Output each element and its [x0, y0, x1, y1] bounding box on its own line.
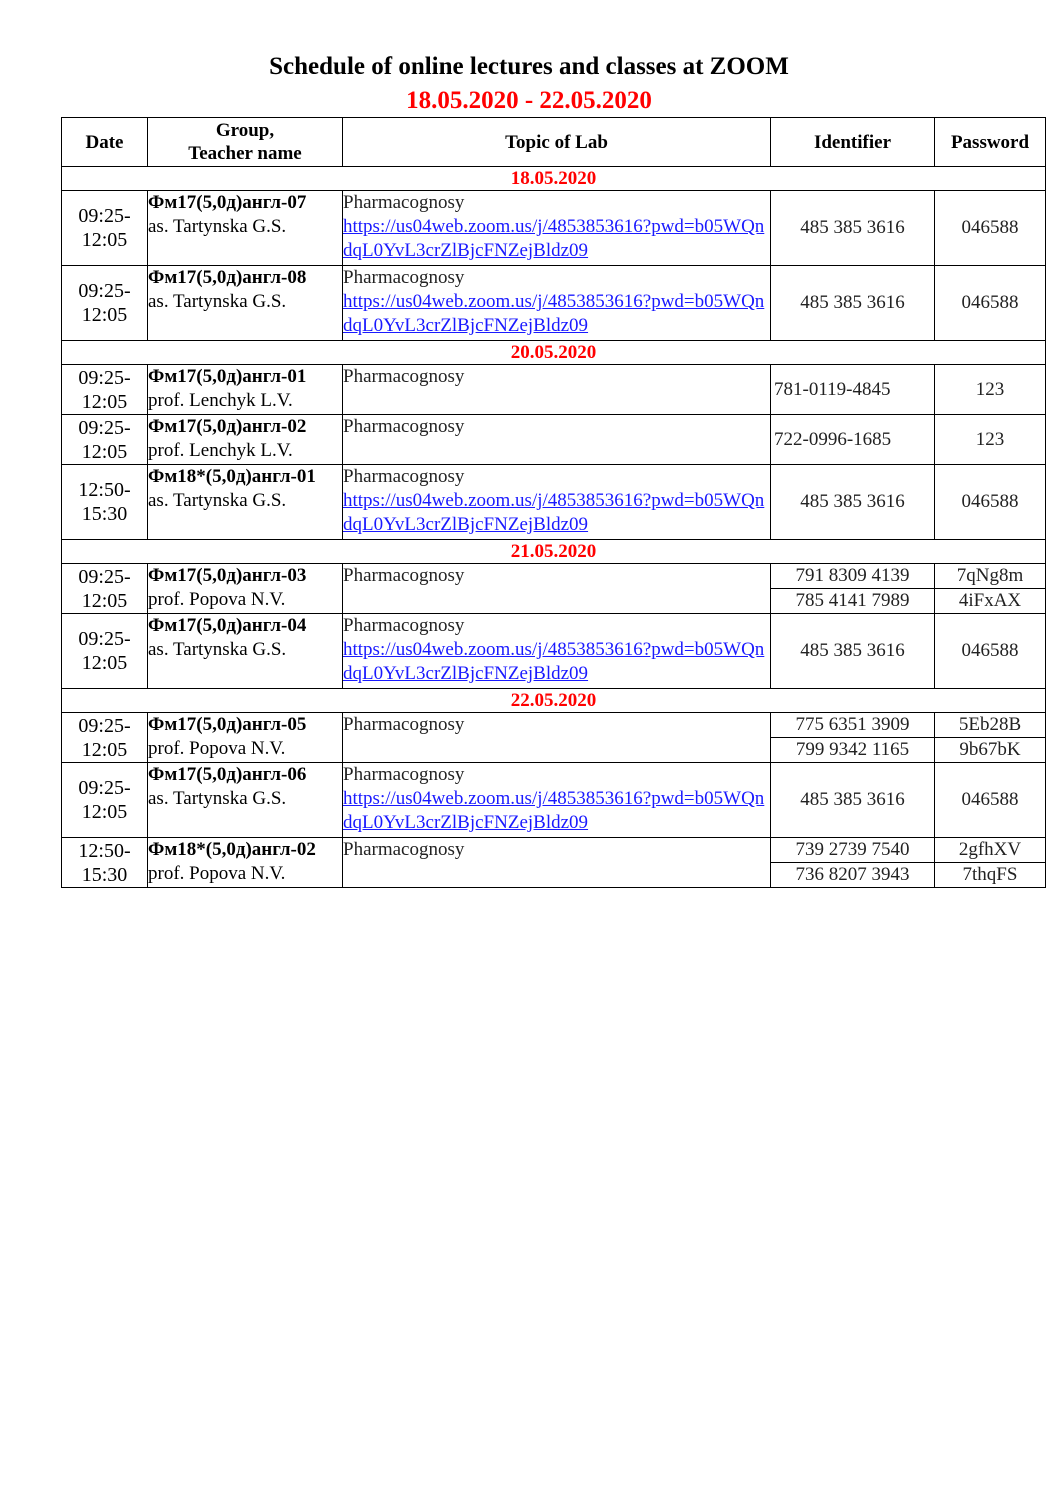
meeting-password: 7qNg8m [935, 564, 1046, 589]
teacher-name: as. Tartynska G.S. [148, 788, 287, 809]
zoom-link[interactable]: https://us04web.zoom.us/j/4853853616?pwd=b05WQndqL0YvL3crZlBjcFNZejBldz09 [343, 490, 765, 535]
zoom-link[interactable]: https://us04web.zoom.us/j/4853853616?pwd=b05WQndqL0YvL3crZlBjcFNZejBldz09 [343, 216, 765, 261]
topic-cell [343, 838, 771, 888]
topic-name: Pharmacognosy [343, 714, 465, 735]
col-topic: Topic of Lab [343, 118, 771, 167]
table-row [62, 465, 1046, 540]
group-name: Фм17(5,0д)англ-02 [148, 416, 307, 437]
lesson-time: 09:25- 12:05 [62, 564, 148, 614]
meeting-identifier: 485 385 3616 [771, 266, 935, 341]
topic-cell [343, 415, 771, 465]
group-cell [148, 365, 343, 415]
lesson-time: 09:25- 12:05 [62, 266, 148, 341]
topic-cell [343, 564, 771, 614]
table-row [62, 191, 1046, 266]
group-cell [148, 838, 343, 888]
group-cell [148, 266, 343, 341]
table-row [62, 365, 1046, 415]
group-name: Фм17(5,0д)англ-07 [148, 192, 307, 213]
group-cell [148, 614, 343, 689]
lesson-time: 09:25- 12:05 [62, 713, 148, 763]
teacher-name: prof. Lenchyk L.V. [148, 390, 293, 411]
meeting-password: 046588 [935, 191, 1046, 266]
teacher-name: as. Tartynska G.S. [148, 291, 287, 312]
group-name: Фм17(5,0д)англ-03 [148, 565, 307, 586]
group-cell [148, 713, 343, 763]
meeting-password: 046588 [935, 266, 1046, 341]
group-name: Фм18*(5,0д)англ-01 [148, 466, 316, 487]
group-name: Фм18*(5,0д)англ-02 [148, 839, 316, 860]
meeting-password: 2gfhXV [935, 838, 1046, 863]
day-heading-row [62, 167, 1046, 191]
topic-name: Pharmacognosy [343, 366, 465, 387]
topic-cell [343, 191, 771, 266]
teacher-name: as. Tartynska G.S. [148, 216, 287, 237]
topic-cell [343, 266, 771, 341]
col-group-teacher: Group, Teacher name [148, 118, 343, 167]
schedule-period: 18.05.2020 - 22.05.2020 [406, 87, 652, 114]
table-row [62, 564, 1046, 589]
teacher-name: prof. Popova N.V. [148, 738, 286, 759]
meeting-identifier: 736 8207 3943 [771, 863, 935, 888]
group-name: Фм17(5,0д)англ-08 [148, 267, 307, 288]
meeting-identifier: 799 9342 1165 [771, 738, 935, 763]
group-cell [148, 191, 343, 266]
topic-name: Pharmacognosy [343, 416, 465, 437]
meeting-identifier: 785 4141 7989 [771, 589, 935, 614]
meeting-identifier: 485 385 3616 [771, 614, 935, 689]
table-row [62, 838, 1046, 863]
lesson-time: 09:25- 12:05 [62, 614, 148, 689]
page-title: Schedule of online lectures and classes at ZOOM [269, 53, 789, 80]
meeting-identifier: 739 2739 7540 [771, 838, 935, 863]
day-heading-row [62, 689, 1046, 713]
zoom-link[interactable]: https://us04web.zoom.us/j/4853853616?pwd=b05WQndqL0YvL3crZlBjcFNZejBldz09 [343, 788, 765, 833]
meeting-identifier: 791 8309 4139 [771, 564, 935, 589]
group-name: Фм17(5,0д)англ-04 [148, 615, 307, 636]
topic-name: Pharmacognosy [343, 615, 465, 636]
day-heading: 18.05.2020 [62, 167, 1046, 191]
meeting-identifier: 781-0119-4845 [771, 365, 935, 415]
lesson-time: 12:50- 15:30 [62, 465, 148, 540]
topic-name: Pharmacognosy [343, 192, 465, 213]
topic-name: Pharmacognosy [343, 267, 465, 288]
table-row [62, 763, 1046, 838]
teacher-name: as. Tartynska G.S. [148, 490, 287, 511]
schedule-table [61, 117, 1046, 888]
meeting-identifier: 485 385 3616 [771, 191, 935, 266]
group-name: Фм17(5,0д)англ-01 [148, 366, 307, 387]
zoom-link[interactable]: https://us04web.zoom.us/j/4853853616?pwd=b05WQndqL0YvL3crZlBjcFNZejBldz09 [343, 639, 765, 684]
meeting-password: 9b67bK [935, 738, 1046, 763]
topic-cell [343, 713, 771, 763]
topic-name: Pharmacognosy [343, 764, 465, 785]
col-date: Date [62, 118, 148, 167]
meeting-identifier: 485 385 3616 [771, 465, 935, 540]
group-cell [148, 415, 343, 465]
topic-cell [343, 614, 771, 689]
lesson-time: 09:25- 12:05 [62, 191, 148, 266]
lesson-time: 12:50- 15:30 [62, 838, 148, 888]
group-cell [148, 564, 343, 614]
topic-name: Pharmacognosy [343, 466, 465, 487]
meeting-identifier: 485 385 3616 [771, 763, 935, 838]
table-row [62, 614, 1046, 689]
teacher-name: prof. Lenchyk L.V. [148, 440, 293, 461]
day-heading-row [62, 540, 1046, 564]
meeting-password: 123 [935, 365, 1046, 415]
day-heading: 21.05.2020 [62, 540, 1046, 564]
meeting-password: 4iFxAX [935, 589, 1046, 614]
lesson-time: 09:25- 12:05 [62, 763, 148, 838]
day-heading: 20.05.2020 [62, 341, 1046, 365]
teacher-name: prof. Popova N.V. [148, 863, 286, 884]
teacher-name: as. Tartynska G.S. [148, 639, 287, 660]
group-cell [148, 465, 343, 540]
zoom-link[interactable]: https://us04web.zoom.us/j/4853853616?pwd=b05WQndqL0YvL3crZlBjcFNZejBldz09 [343, 291, 765, 336]
meeting-identifier: 722-0996-1685 [771, 415, 935, 465]
table-row [62, 415, 1046, 465]
table-row [62, 713, 1046, 738]
topic-cell [343, 763, 771, 838]
topic-name: Pharmacognosy [343, 565, 465, 586]
day-heading-row [62, 341, 1046, 365]
topic-cell [343, 365, 771, 415]
group-name: Фм17(5,0д)англ-06 [148, 764, 307, 785]
meeting-password: 123 [935, 415, 1046, 465]
meeting-identifier: 775 6351 3909 [771, 713, 935, 738]
meeting-password: 046588 [935, 763, 1046, 838]
meeting-password: 5Eb28B [935, 713, 1046, 738]
meeting-password: 046588 [935, 614, 1046, 689]
teacher-name: prof. Popova N.V. [148, 589, 286, 610]
lesson-time: 09:25- 12:05 [62, 365, 148, 415]
table-header-row [62, 118, 1046, 167]
table-row [62, 266, 1046, 341]
meeting-password: 7thqFS [935, 863, 1046, 888]
col-identifier: Identifier [771, 118, 935, 167]
meeting-password: 046588 [935, 465, 1046, 540]
lesson-time: 09:25- 12:05 [62, 415, 148, 465]
group-cell [148, 763, 343, 838]
day-heading: 22.05.2020 [62, 689, 1046, 713]
group-name: Фм17(5,0д)англ-05 [148, 714, 307, 735]
topic-name: Pharmacognosy [343, 839, 465, 860]
col-password: Password [935, 118, 1046, 167]
topic-cell [343, 465, 771, 540]
